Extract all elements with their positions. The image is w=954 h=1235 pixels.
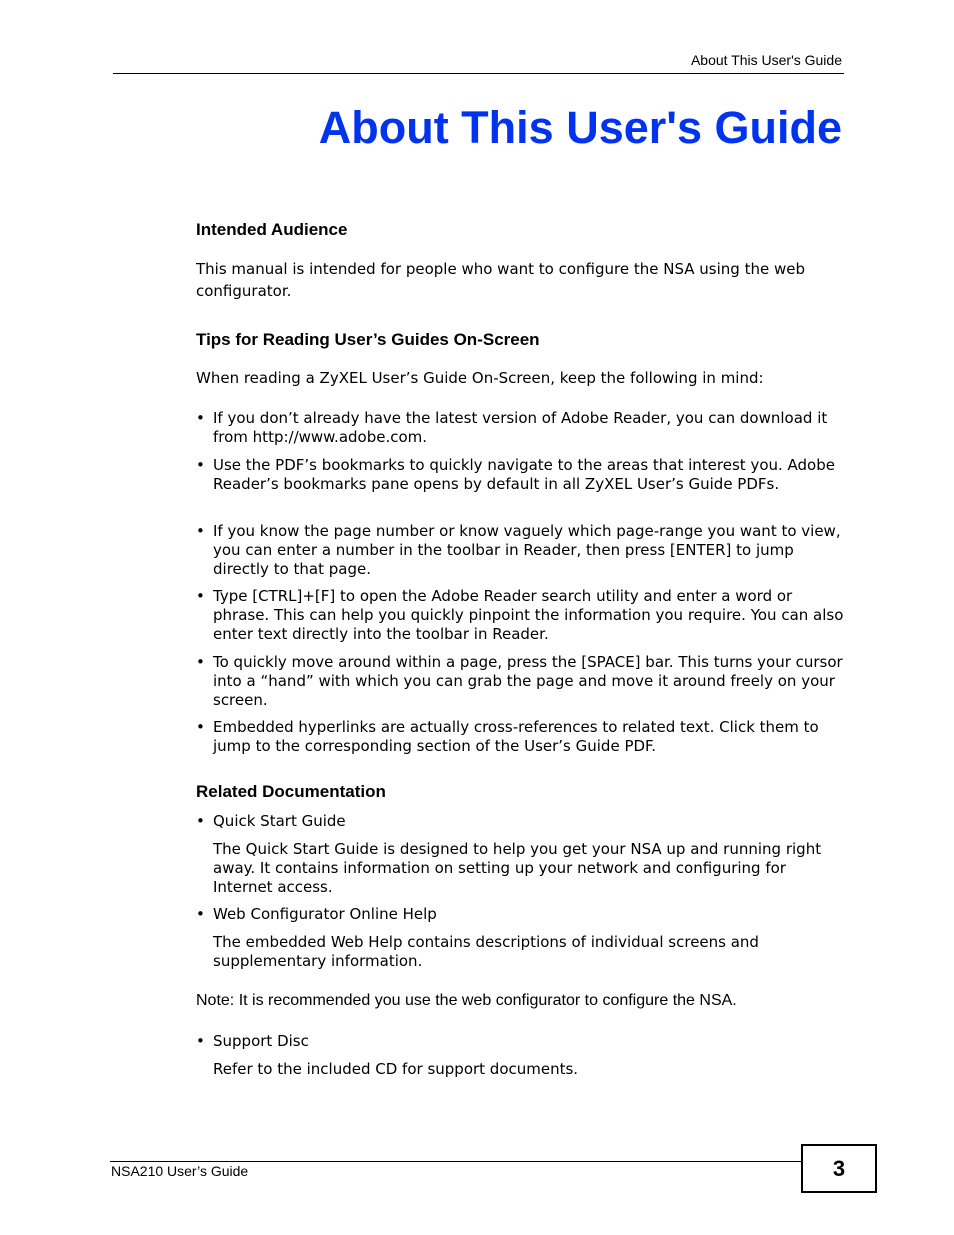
bullet-icon: • [196, 409, 205, 427]
heading-related-documentation: Related Documentation [196, 782, 386, 801]
bullet-icon: • [196, 812, 205, 830]
chapter-title: About This User's Guide [318, 102, 842, 153]
list-item [196, 905, 844, 924]
tip-text: If you know the page number or know vaguely which page-range you want to view, you can enter a number in the toolbar in Reader, then press [ENTER] to jump directly to that page. [213, 522, 841, 578]
footer-guide-name: NSA210 User’s Guide [111, 1163, 249, 1179]
doc-description: Refer to the included CD for support documents. [213, 1060, 579, 1078]
bullet-icon: • [196, 456, 205, 474]
bullet-icon: • [196, 718, 205, 736]
list-item [196, 653, 844, 709]
doc-description: The Quick Start Guide is designed to help you get your NSA up and running right away. It contains information on setting up your network and configuring for Internet access. [213, 840, 822, 896]
list-item [196, 718, 844, 756]
doc-description: The embedded Web Help contains descriptions of individual screens and supplementary information. [213, 933, 759, 970]
tip-text: Use the PDF’s bookmarks to quickly navigate to the areas that interest you. Adobe Reader’s bookmarks pane opens by default in all ZyXEL User’s Guide PDFs. [213, 456, 835, 493]
doc-title: Quick Start Guide [213, 812, 346, 830]
tip-text: Embedded hyperlinks are actually cross-references to related text. Click them to jump to the corresponding section of the User’s Guide PDF. [213, 718, 819, 755]
bullet-icon: • [196, 522, 205, 540]
tip-text: If you don’t already have the latest version of Adobe Reader, you can download it from http://www.adobe.com. [213, 409, 828, 446]
list-item [196, 409, 844, 447]
audience-paragraph: This manual is intended for people who want to configure the NSA using the web configurator. [196, 260, 805, 300]
bullet-icon: • [196, 1032, 205, 1050]
tip-text: Type [CTRL]+[F] to open the Adobe Reader search utility and enter a word or phrase. This can help you quickly pinpoint the information you require. You can also enter text directly into the toolbar in Reader. [213, 587, 844, 643]
running-header: About This User's Guide [690, 52, 842, 68]
heading-intended-audience: Intended Audience [196, 220, 348, 239]
page-number: 3 [801, 1144, 877, 1193]
list-item [196, 812, 844, 831]
tips-intro: When reading a ZyXEL User’s Guide On-Screen, keep the following in mind: [196, 369, 764, 387]
list-item [196, 587, 844, 643]
tip-text: To quickly move around within a page, press the [SPACE] bar. This turns your cursor into a “hand” with which you can grab the page and move it around freely on your screen. [213, 653, 843, 709]
bullet-icon: • [196, 905, 205, 923]
note-text: Note: It is recommended you use the web configurator to configure the NSA. [196, 992, 737, 1009]
bullet-icon: • [196, 653, 205, 671]
list-item [196, 522, 844, 578]
doc-title: Web Configurator Online Help [213, 905, 437, 923]
list-item [196, 456, 844, 494]
list-item [196, 1032, 844, 1051]
header-rule [113, 73, 844, 74]
bullet-icon: • [196, 587, 205, 605]
doc-title: Support Disc [213, 1032, 309, 1050]
heading-tips: Tips for Reading User’s Guides On-Screen [196, 330, 540, 349]
